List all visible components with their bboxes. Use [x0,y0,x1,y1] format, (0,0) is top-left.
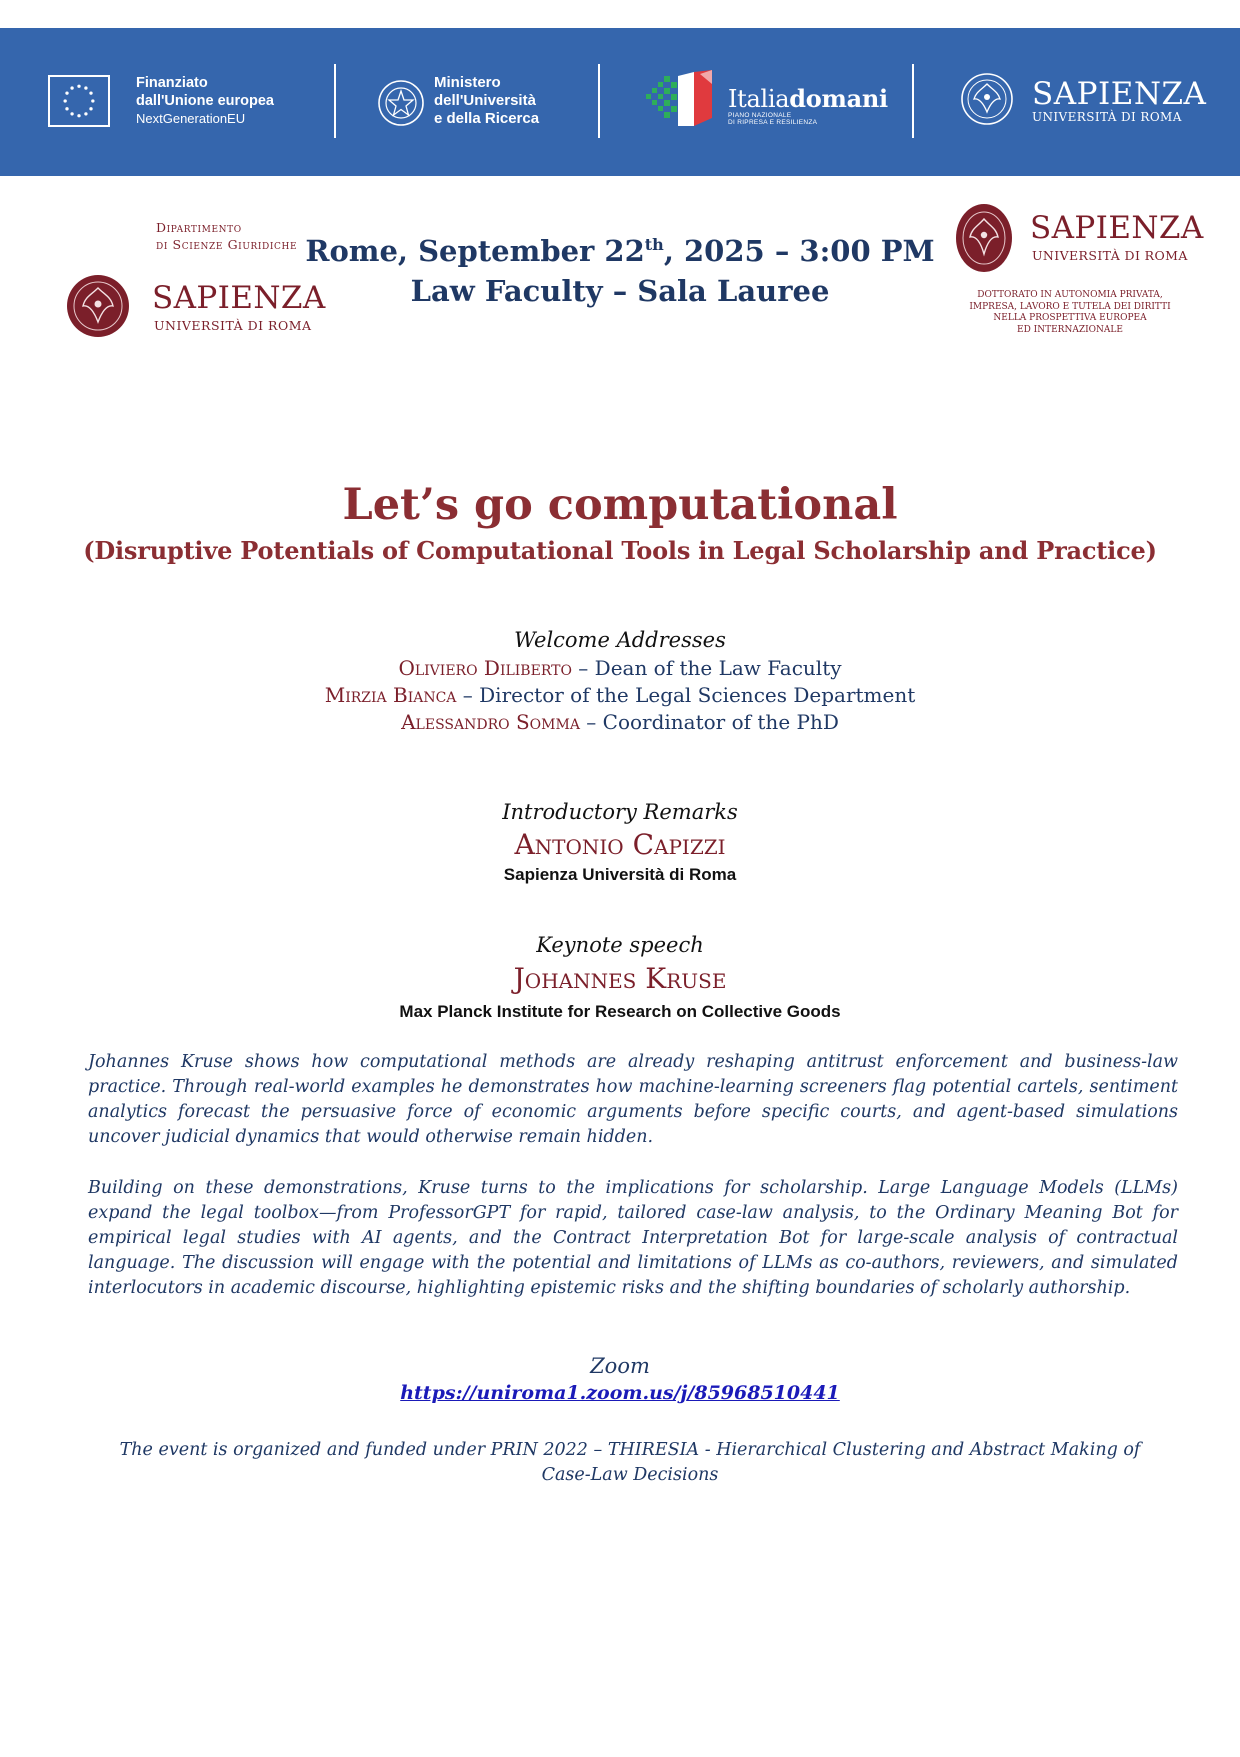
italiadomani-sub-2: DI RIPRESA E RESILIENZA [728,119,818,126]
eu-line-2: dall'Unione europea [136,93,274,109]
italiadomani-logo-text [728,84,888,113]
sapienza-right-name: SAPIENZA [1030,210,1204,246]
keynote-speaker-name: Johannes Kruse [513,962,727,995]
eu-flag-icon [48,75,110,127]
intro-affiliation: Sapienza Università di Roma [503,865,737,884]
keynote-affiliation: Max Planck Institute for Research on Collective Goods [399,1002,841,1021]
welcome-heading: Welcome Addresses [514,628,726,652]
sapienza-right-university: UNIVERSITÀ DI ROMA [1032,248,1188,263]
phd-line-3: NELLA PROSPETTIVA EUROPEA [993,313,1147,323]
date-main: Rome, September 22 [305,234,645,268]
event-subtitle: (Disruptive Potentials of Computational Tools in Legal Scholarship and Practice) [83,536,1157,565]
banner-divider [598,64,600,138]
phd-line-2: IMPRESA, LAVORO E TUTELA DEI DIRITTI [969,301,1171,312]
speaker-role: – Director of the Legal Sciences Department [456,683,916,707]
speaker-role: – Dean of the Law Faculty [571,656,842,680]
event-venue: Law Faculty – Sala Lauree [410,274,830,308]
event-title: Let’s go computational [342,480,898,530]
sapienza-left-university: UNIVERSITÀ DI ROMA [154,318,312,333]
date-suffix: th [644,235,664,254]
intro-heading: Introductory Remarks [502,800,738,824]
department-line-2: di Scienze Giuridiche [156,237,298,252]
department-line-1: Dipartimento [156,220,242,235]
phd-line-1: DOTTORATO IN AUTONOMIA PRIVATA, [977,290,1163,300]
eu-funding-text [136,74,274,128]
italiadomani-subtitle [728,112,817,126]
zoom-heading: Zoom [590,1354,650,1378]
eu-line-3: NextGenerationEU [136,111,246,126]
republic-emblem-icon [376,78,426,128]
italiadomani-flag-icon [646,68,720,130]
welcome-speaker [0,710,1240,734]
italiadomani-name-bold: domani [789,84,888,113]
italiadomani-sub-1: PIANO NAZIONALE [728,112,792,119]
zoom-link[interactable]: https://uniroma1.zoom.us/j/85968510441 [400,1382,840,1404]
abstract-paragraph-1: Johannes Kruse shows how computational methods are already reshaping antitrust enforcement and business-law practice. Through real-world examples he demonstrates how machine-learning screeners flag potential cartels, sentiment analytics forecast the persuasive force of economic arguments before specific courts, and agent-based simulations uncover judicial dynamics that would otherwise remain hidden. [88,1052,1178,1147]
sapienza-banner-university: UNIVERSITÀ DI ROMA [1032,110,1182,124]
event-date [0,234,1240,268]
speaker-name: Oliviero Diliberto [398,656,572,680]
speaker-name: Mirzia Bianca [324,683,457,707]
italiadomani-name-regular: Italia [728,85,790,113]
keynote-heading: Keynote speech [536,933,704,957]
welcome-speaker [0,656,1240,680]
speaker-name: Alessandro Somma [401,710,580,734]
intro-speaker-name: Antonio Capizzi [514,828,726,861]
ministry-line-3: e della Ricerca [434,110,540,127]
sapienza-left-name: SAPIENZA [152,280,326,316]
zoom-link-line [0,1382,1240,1404]
sapienza-seal-icon [960,72,1014,126]
speaker-role: – Coordinator of the PhD [579,710,839,734]
ministry-line-2: dell'Università [434,92,536,109]
ministry-line-1: Ministero [434,74,501,91]
banner-divider [912,64,914,138]
sapienza-banner-name: SAPIENZA [1032,76,1207,112]
welcome-speaker [0,683,1240,707]
funding-line-1: The event is organized and funded under PRIN 2022 – THIRESIA - Hierarchical Clustering and Abstract Making of [119,1440,1141,1460]
banner-divider [334,64,336,138]
phd-line-4: ED INTERNAZIONALE [1017,324,1123,335]
eu-line-1: Finanziato [136,75,208,91]
date-rest: , 2025 – 3:00 PM [663,234,935,268]
ministry-text [434,74,539,128]
funding-line-2: Case-Law Decisions [541,1465,719,1485]
abstract-paragraph-2: Building on these demonstrations, Kruse turns to the implications for scholarship. Large Language Models (LLMs) expand the legal toolbox—from ProfessorGPT for rapid, tailored case-law analysis, to the Ordinary Meaning Bot for empirical legal studies with AI agents, and the Contract Interpretation Bot for large-scale analysis of contractual language. The discussion will engage with the potential and limitations of LLMs as co-authors, reviewers, and simulated interlocutors in academic discourse, highlighting epistemic risks and the shifting boundaries of scholarly authorship. [88,1178,1178,1298]
funding-note [90,1438,1170,1488]
